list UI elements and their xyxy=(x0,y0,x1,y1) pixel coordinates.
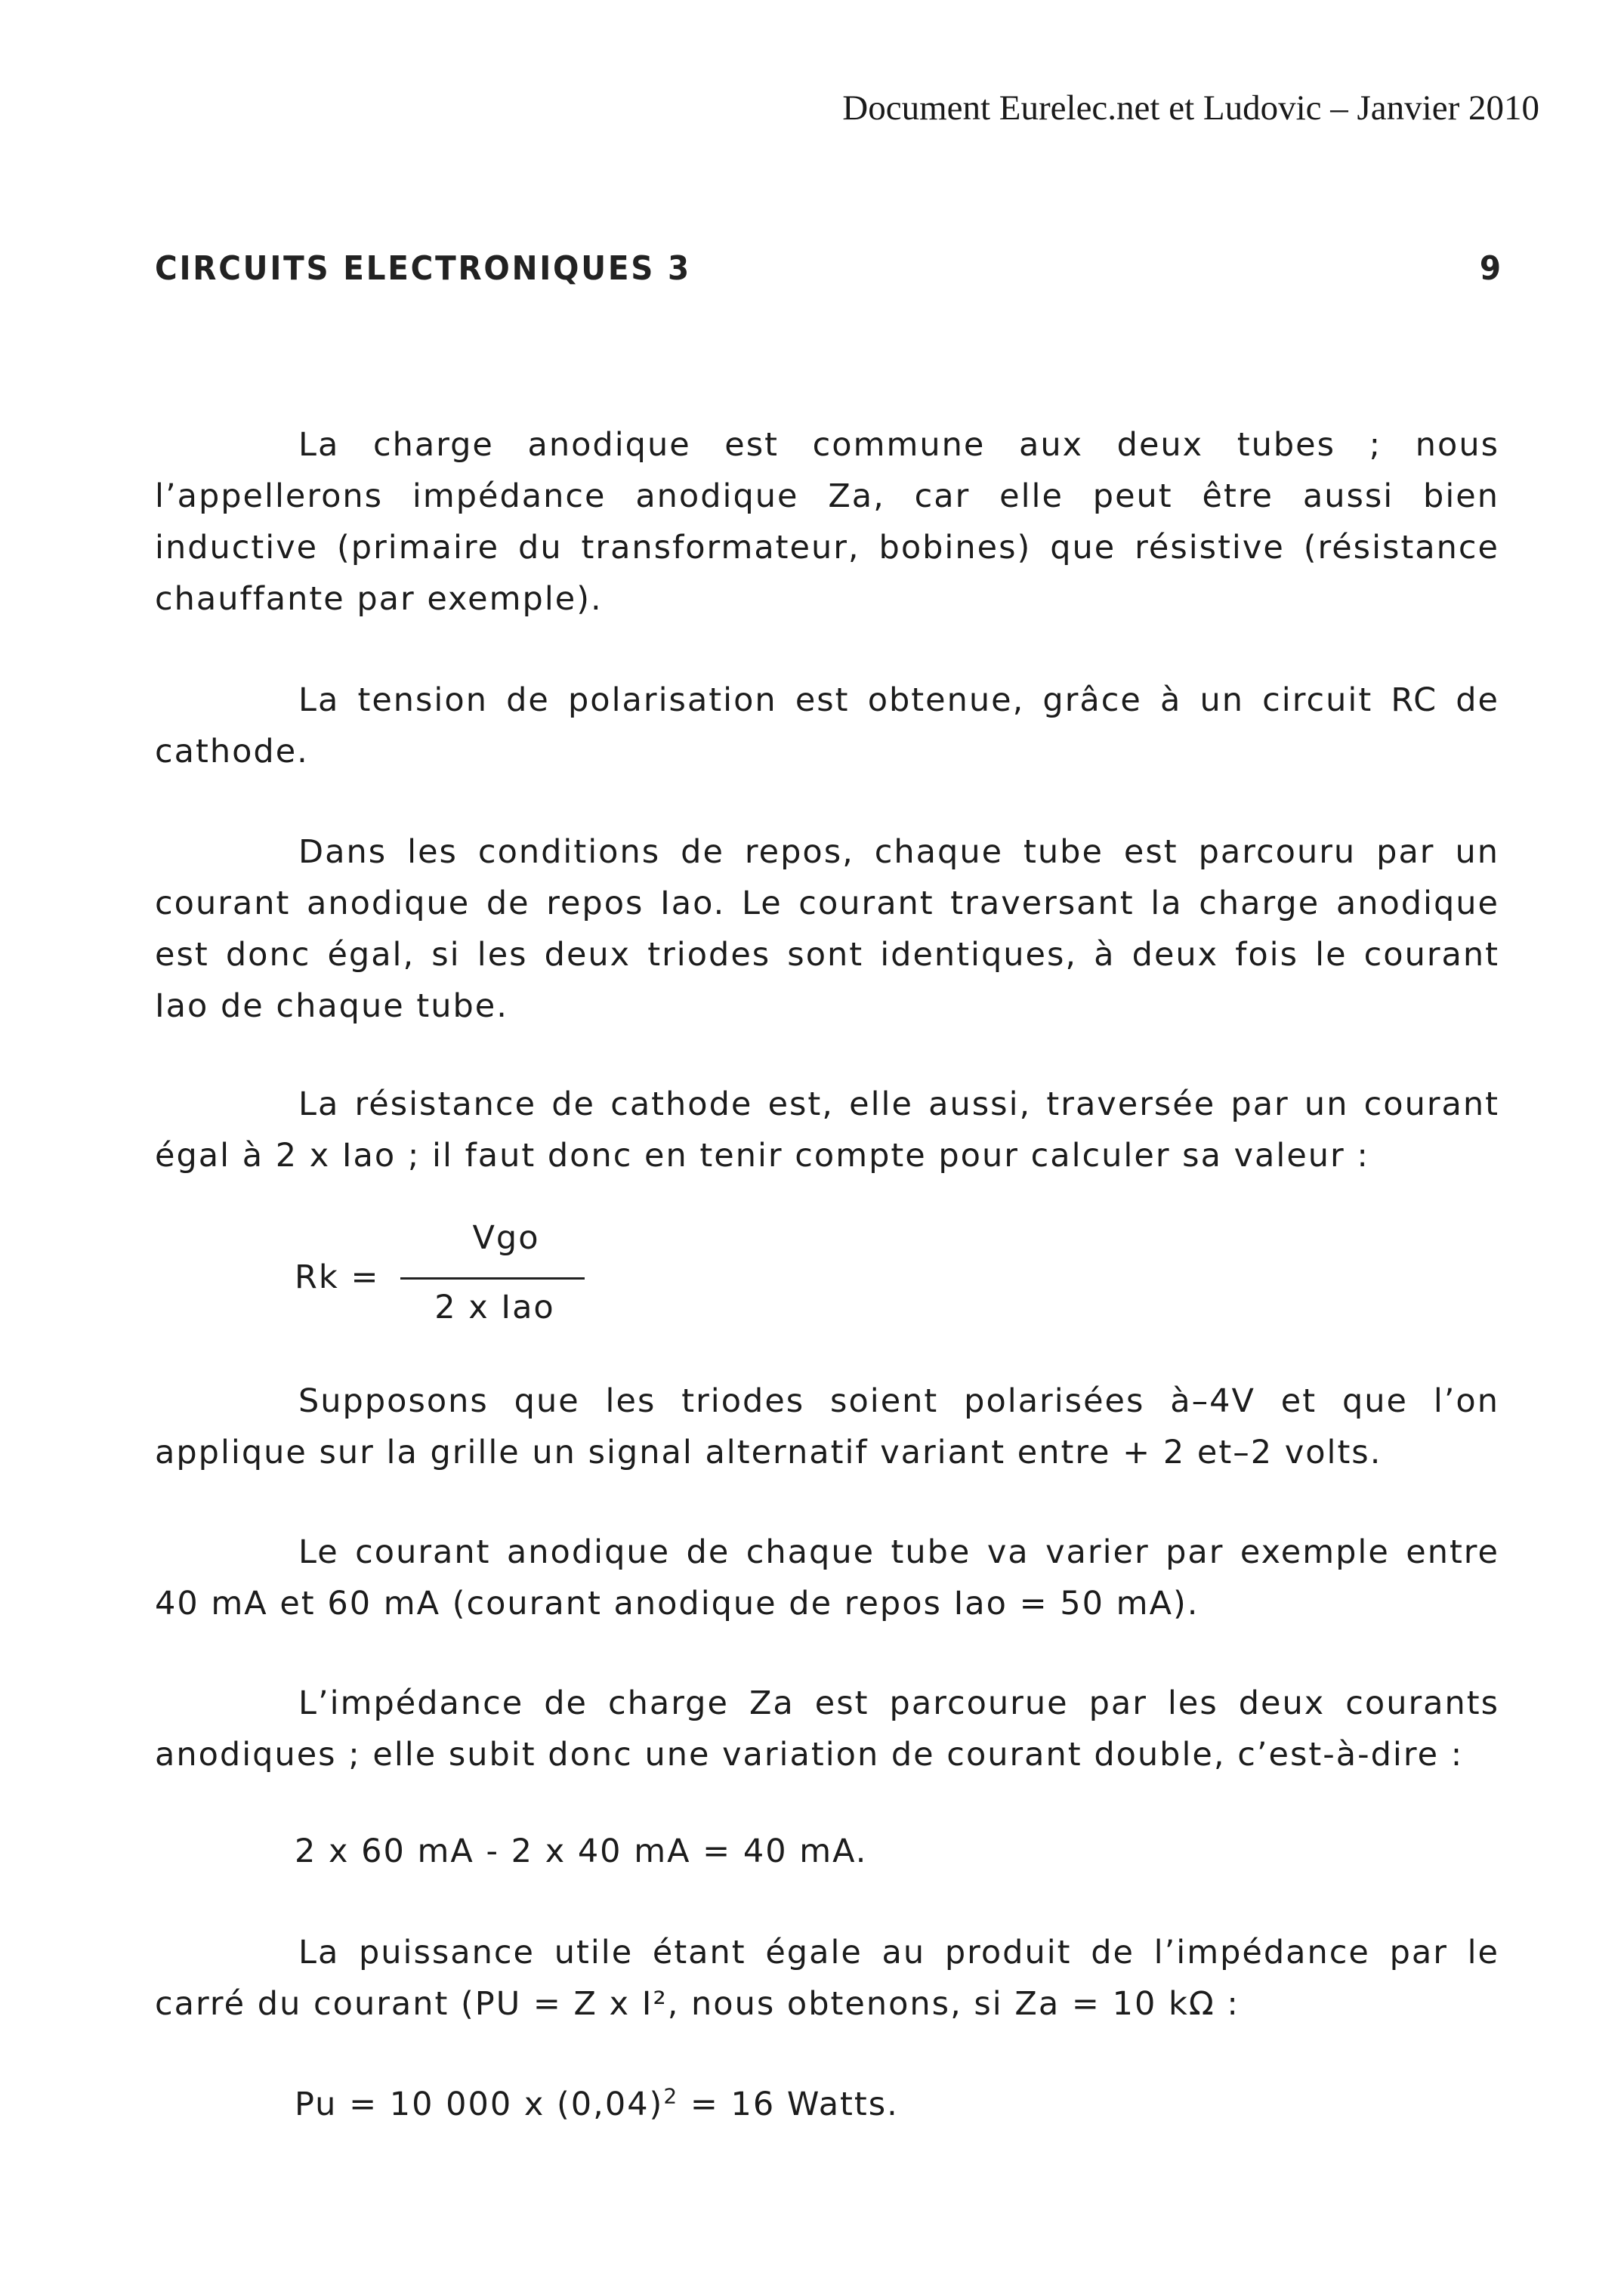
formula-rk-numerator: Vgo xyxy=(472,1219,540,1257)
formula-rk-lhs: Rk = xyxy=(295,1258,380,1296)
paragraph-cathode-resistance: La résistance de cathode est, elle aussi, traversée par un courant égal à 2 x Iao ; il faut donc en tenir compte pour calculer sa valeur : xyxy=(155,1085,1499,1175)
chapter-title: CIRCUITS ELECTRONIQUES 3 xyxy=(155,249,691,288)
formula-power-exponent: 2 xyxy=(663,2083,679,2109)
formula-rk-denominator: 2 x Iao xyxy=(434,1289,555,1326)
fraction-bar xyxy=(400,1277,585,1280)
formula-power-main: Pu = 10 000 x (0,04) xyxy=(295,2086,664,2123)
paragraph-rest-current: Dans les conditions de repos, chaque tube est parcouru par un courant anodique de repos Iao. Le courant traversant la charge anodique est donc égal, si les deux triodes sont identiques, à deux fois le courant Iao de chaque tube. xyxy=(155,833,1499,1025)
paragraph-anode-load: La charge anodique est commune aux deux tubes ; nous l’appellerons impédance anodique Za, car elle peut être aussi bien inductive (primaire du transformateur, bobines) que résistive (résistance chauffante par exemple). xyxy=(155,426,1499,618)
paragraph-bias-signal: Supposons que les triodes soient polarisées à–4V et que l’on applique sur la grille un signal alternatif variant entre + 2 et–2 volts. xyxy=(155,1382,1499,1471)
paragraph-impedance-variation: L’impédance de charge Za est parcourue par les deux courants anodiques ; elle subit donc une variation de courant double, c’est-à-dire : xyxy=(155,1684,1499,1774)
formula-rk xyxy=(295,1212,597,1326)
running-head xyxy=(155,249,1503,288)
formula-power-result: = 16 Watts. xyxy=(678,2086,899,2123)
paragraph-current-range: Le courant anodique de chaque tube va varier par exemple entre 40 mA et 60 mA (courant anodique de repos Iao = 50 mA). xyxy=(155,1533,1499,1622)
paragraph-bias-voltage: La tension de polarisation est obtenue, grâce à un circuit RC de cathode. xyxy=(155,681,1499,770)
page-number: 9 xyxy=(1479,249,1503,288)
formula-current-variation: 2 x 60 mA - 2 x 40 mA = 40 mA. xyxy=(295,1832,868,1870)
formula-power xyxy=(295,2079,899,2130)
document-source-note: Document Eurelec.net et Ludovic – Janvier 2010 xyxy=(842,88,1539,128)
paragraph-useful-power: La puissance utile étant égale au produit de l’impédance par le carré du courant (PU = Z x I², nous obtenons, si Za = 10 kΩ : xyxy=(155,1934,1499,2023)
